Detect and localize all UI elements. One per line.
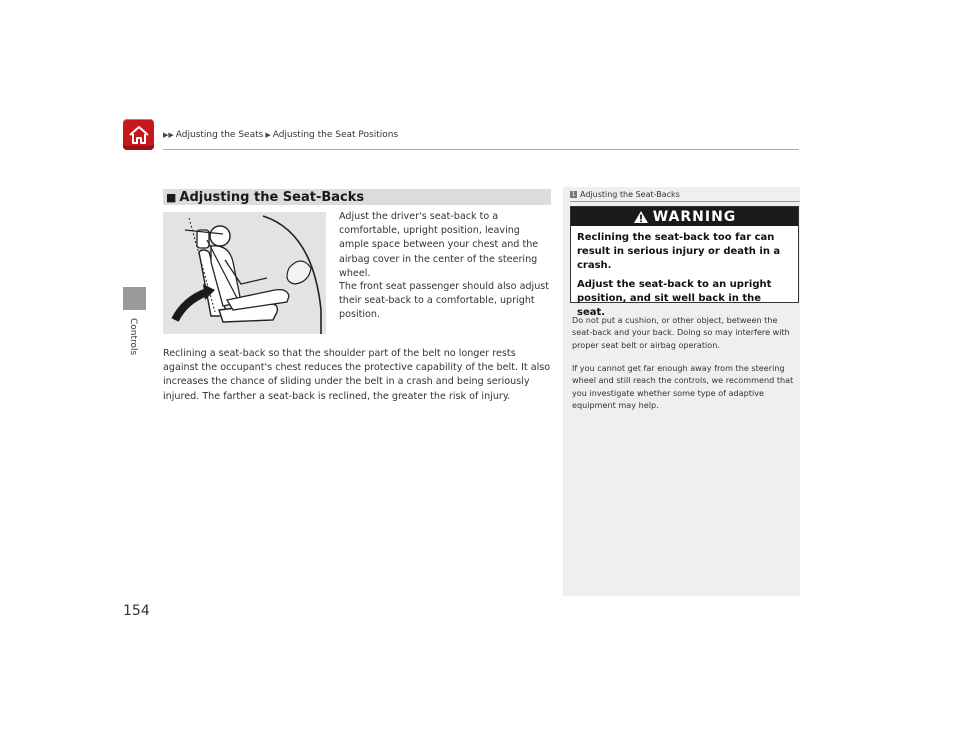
breadcrumb-item-seat-positions[interactable]: Adjusting the Seat Positions	[272, 130, 399, 140]
section-title: Adjusting the Seat-Backs	[179, 189, 365, 205]
seat-back-illustration	[163, 212, 326, 334]
cushion-note-text: Do not put a cushion, or other object, between the seat-back and your back. Doing so may interfere with proper seat belt or airbag operation.	[572, 315, 790, 350]
note-marker-icon: 1	[571, 191, 576, 198]
warning-header	[571, 207, 798, 226]
section-heading	[163, 189, 551, 205]
note-divider	[570, 201, 800, 202]
warning-box	[570, 206, 799, 318]
breadcrumb-item-seats[interactable]: Adjusting the Seats	[175, 130, 264, 140]
warning-label: WARNING	[652, 208, 737, 225]
side-tab-label: Controls	[128, 318, 138, 356]
adjust-instruction-text: Adjust the driver's seat-back to a comfortable, upright position, leaving ample space between your chest and the airbag cover in the center of the steering wheel.	[339, 211, 539, 279]
breadcrumb-arrow-icon: ▶▶	[163, 131, 174, 139]
header-divider	[163, 149, 799, 150]
breadcrumb-arrow-icon: ▶	[265, 131, 271, 139]
note-heading	[570, 190, 680, 199]
breadcrumb	[163, 130, 398, 140]
home-button[interactable]	[123, 119, 154, 150]
warning-text-recline: Reclining the seat-back too far can result in serious injury or death in a crash.	[577, 232, 781, 271]
passenger-instruction-text: The front seat passenger should also adjust their seat-back to a comfortable, upright position.	[339, 281, 550, 321]
warning-text-upright: Adjust the seat-back to an upright position, and sit well back in the seat.	[577, 279, 772, 318]
home-icon	[128, 125, 150, 145]
adaptive-equipment-note-text: If you cannot get far enough away from the steering wheel and still reach the controls, we recommend that you investigate whether some type of adaptive equipment may help.	[572, 363, 794, 410]
page-number: 154	[123, 603, 150, 619]
note-title: Adjusting the Seat-Backs	[580, 190, 680, 199]
note-panel	[563, 187, 800, 596]
recline-risk-text: Reclining a seat-back so that the shoulder part of the belt no longer rests against the occupant's chest reduces the protective capability of the belt. It also increases the chance of sliding under the belt in a crash and being seriously injured. The farther a seat-back is reclined, the greater the risk of injury.	[163, 348, 551, 402]
warning-triangle-icon	[633, 210, 649, 224]
side-tab-controls[interactable]	[123, 287, 146, 310]
section-square-icon: ■	[166, 190, 177, 204]
